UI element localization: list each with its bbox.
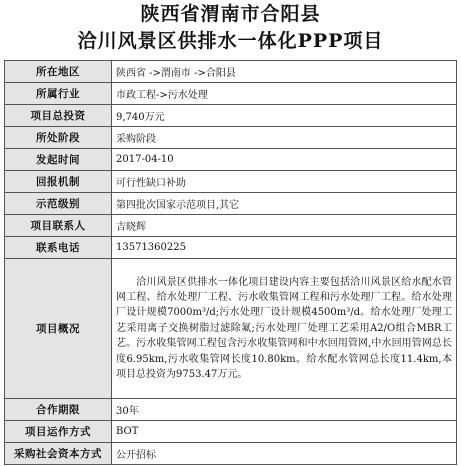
label-operation-mode: 项目运作方式: [5, 421, 112, 443]
value-phone: 13571360225: [112, 237, 457, 259]
title-line-2: 洽川风景区供排水一体化PPP项目: [77, 30, 384, 52]
value-overview: [112, 259, 457, 399]
table-row: [5, 215, 457, 237]
label-procurement-method: 采购社会资本方式: [5, 443, 112, 465]
table-row: [5, 443, 457, 465]
value-contact-person: 吉晓辉: [112, 215, 457, 237]
label-overview: 项目概况: [5, 259, 112, 399]
value-industry: 市政工程->污水处理: [112, 83, 457, 105]
label-contact-person: 项目联系人: [5, 215, 112, 237]
overview-text: 洽川风景区供排水一体化项目建设内容主要包括洽川风景区给水配水管网工程、给水处理厂工程、污水收集管网工程和污水处理厂工程。给水处理厂设计规模7000m³/d;污水处理厂设计规模4500m³/d。给水处理厂处理工艺采用离子交换树脂过滤除氟;污水处理厂处理工艺采用A2/O组合MBR工艺。污水收集管网工程包含污水收集管网和中水回用管网,中水回用管网总长度6.95km,污水收集管网长度10.80km。给水配水管网总长度11.4km,本项目总投资为9753.47万元。: [116, 276, 452, 381]
table-row: [5, 127, 457, 149]
table-row: [5, 83, 457, 105]
table-row: [5, 237, 457, 259]
table-row: [5, 399, 457, 421]
table-row: [5, 421, 457, 443]
project-info-table: [4, 60, 457, 465]
label-stage: 所处阶段: [5, 127, 112, 149]
value-operation-mode: BOT: [112, 421, 457, 443]
value-return-mechanism: 可行性缺口补助: [112, 171, 457, 193]
table-row: [5, 171, 457, 193]
label-demo-level: 示范级别: [5, 193, 112, 215]
label-phone: 联系电话: [5, 237, 112, 259]
value-total-investment: 9,740万元: [112, 105, 457, 127]
table-row: [5, 193, 457, 215]
value-region: 陕西省 ->渭南市 ->合阳县: [112, 61, 457, 83]
table-row: [5, 61, 457, 83]
label-region: 所在地区: [5, 61, 112, 83]
label-industry: 所属行业: [5, 83, 112, 105]
label-return-mechanism: 回报机制: [5, 171, 112, 193]
label-total-investment: 项目总投资: [5, 105, 112, 127]
value-procurement-method: 公开招标: [112, 443, 457, 465]
value-cooperation-term: 30年: [112, 399, 457, 421]
table-row: [5, 105, 457, 127]
value-demo-level: 第四批次国家示范项目,其它: [112, 193, 457, 215]
title-line-1: 陕西省渭南市合阳县: [140, 3, 321, 25]
value-stage: 采购阶段: [112, 127, 457, 149]
table-row: [5, 259, 457, 399]
label-cooperation-term: 合作期限: [5, 399, 112, 421]
value-start-date: 2017-04-10: [112, 149, 457, 171]
table-row: [5, 149, 457, 171]
label-start-date: 发起时间: [5, 149, 112, 171]
